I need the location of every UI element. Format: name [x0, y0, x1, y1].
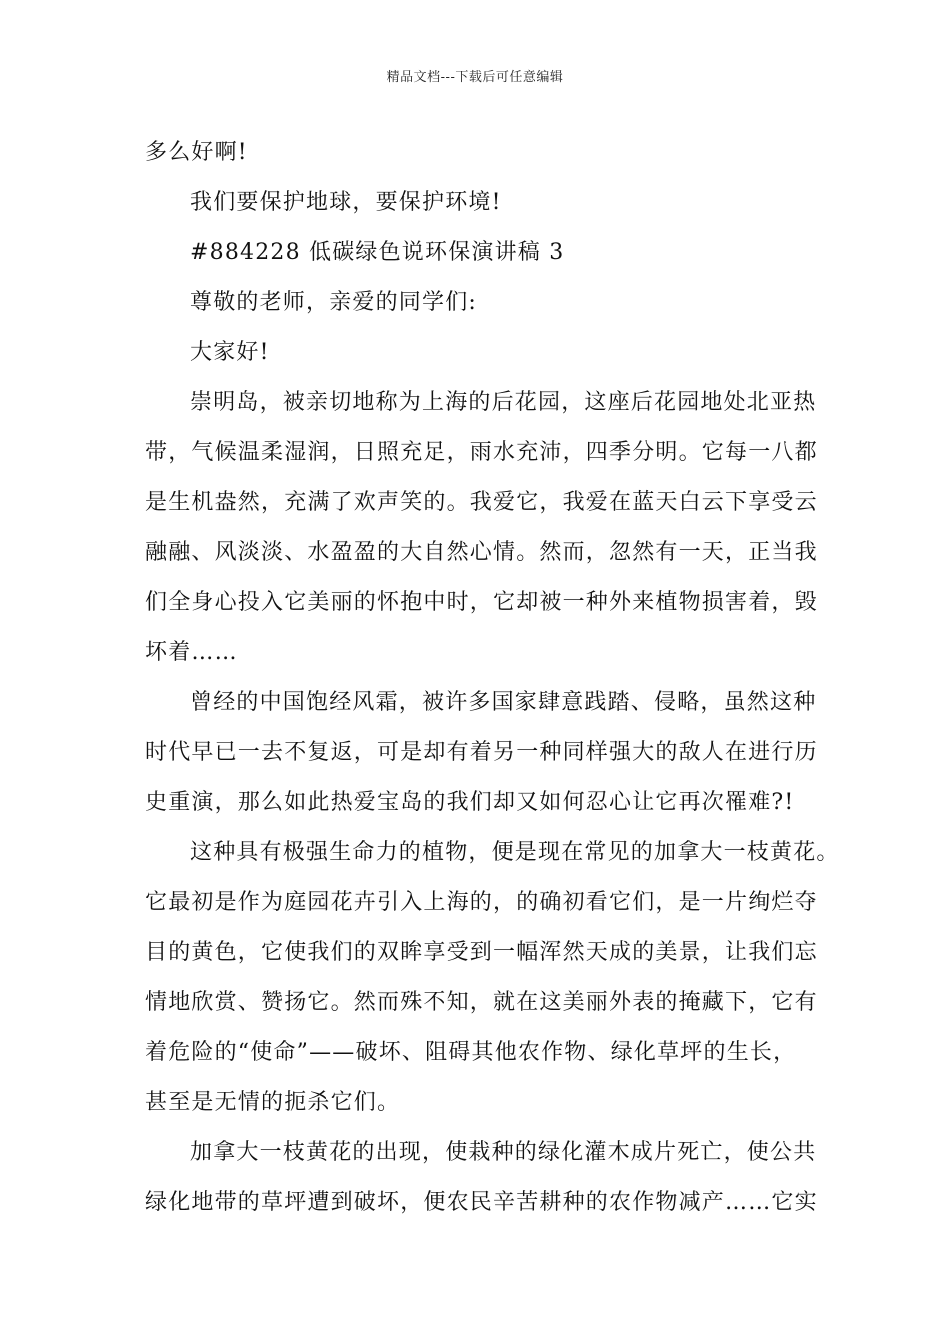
page-header: 精品文档---下载后可任意编辑	[386, 70, 564, 85]
text-line: 时代早已一去不复返，可是却有着另一种同样强大的敌人在进行历	[145, 740, 818, 765]
text-line: 我们要保护地球，要保护环境!	[190, 190, 502, 215]
text-line: 情地欣赏、赞扬它。然而殊不知，就在这美丽外表的掩藏下，它有	[145, 990, 818, 1015]
text-line: 着危险的“使命”——破坏、阻碍其他农作物、绿化草坪的生长，	[145, 1040, 797, 1065]
text-line: 史重演，那么如此热爱宝岛的我们却又如何忍心让它再次罹难?!	[145, 790, 795, 815]
document-body	[145, 128, 840, 1228]
text-line: 它最初是作为庭园花卉引入上海的，的确初看它们，是一片绚烂夺	[145, 890, 818, 915]
text-line: 是生机盎然，充满了欢声笑的。我爱它，我爱在蓝天白云下享受云	[145, 490, 818, 515]
text-line: 加拿大一枝黄花的出现，使栽种的绿化灌木成片死亡，使公共	[190, 1140, 817, 1165]
text-line: 崇明岛，被亲切地称为上海的后花园，这座后花园地处北亚热	[190, 390, 817, 415]
text-line: 们全身心投入它美丽的怀抱中时，它却被一种外来植物损害着，毁	[145, 590, 818, 615]
text-line: #884228 低碳绿色说环保演讲稿 3	[190, 240, 565, 265]
text-line: 大家好!	[190, 340, 270, 365]
text-line: 这种具有极强生命力的植物，便是现在常见的加拿大一枝黄花。	[190, 840, 840, 865]
text-line: 带，气候温柔湿润，日照充足，雨水充沛，四季分明。它每一八都	[145, 440, 818, 465]
text-line: 目的黄色，它使我们的双眸享受到一幅浑然天成的美景，让我们忘	[145, 940, 818, 965]
text-line: 曾经的中国饱经风霜，被许多国家肆意践踏、侵略，虽然这种	[190, 690, 817, 715]
text-line: 多么好啊!	[145, 140, 248, 165]
text-line: 坏着……	[145, 640, 238, 665]
text-line: 甚至是无情的扼杀它们。	[145, 1090, 401, 1115]
text-line: 尊敬的老师，亲爱的同学们:	[190, 290, 478, 315]
text-line: 融融、风淡淡、水盈盈的大自然心情。然而，忽然有一天，正当我	[145, 540, 818, 565]
text-line: 绿化地带的草坪遭到破坏，便农民辛苦耕种的农作物减产……它实	[145, 1190, 818, 1215]
